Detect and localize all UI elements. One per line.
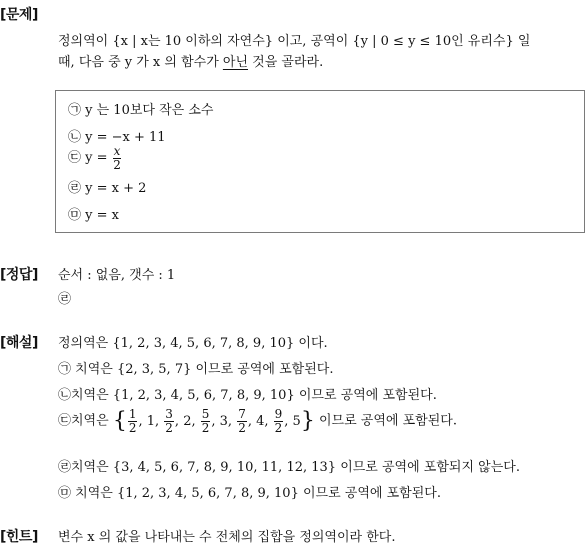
fraction-denominator: 2 (238, 420, 246, 435)
fraction-numerator: 7 (238, 407, 246, 421)
explanation-line-2: ㉠ 치역은 {2, 3, 5, 7} 이므로 공역에 포함된다. (58, 362, 334, 377)
explanation-line-3: ㉡치역은 {1, 2, 3, 4, 5, 6, 7, 8, 9, 10} 이므로 공역에 포함된다. (58, 388, 437, 403)
hint-line-1: 변수 x 의 값을 나타내는 수 전체의 집합을 정의역이라 한다. (58, 530, 396, 545)
problem-tag: [문제] (0, 7, 38, 23)
option-3-fraction (113, 145, 122, 171)
range-value: 2 (183, 413, 192, 429)
range-set-4: $\frac{1}{2}$ , 1, $\frac{3}{2}$ , 2, $\frac{5}{2}$ , 3, $\frac{7}{2}$ , 4, $\frac{9}{2}$ , 5 (128, 407, 301, 435)
options-box (55, 90, 585, 233)
fraction-numerator: 5 (201, 407, 210, 421)
explanation-line-4-suffix: 이므로 공역에 포함된다. (318, 413, 457, 429)
fraction-numerator: 3 (165, 407, 173, 421)
range-fraction (164, 408, 174, 434)
problem-underlined-word: 아닌 (222, 55, 249, 70)
option-3-label: ㉢ y = (68, 150, 108, 166)
range-value: 1 (146, 413, 156, 429)
range-fraction (128, 408, 138, 434)
fraction-numerator: 9 (274, 407, 283, 421)
problem-line-2-before: 때, 다음 중 y 가 x 의 함수가 (58, 55, 223, 70)
option-1: ㉠ y 는 10보다 작은 소수 (68, 103, 214, 118)
option-3-numerator: x (113, 144, 121, 158)
fraction-denominator: 2 (201, 420, 210, 435)
problem-line-1: 정의역이 {x | x는 10 이하의 자연수} 이고, 공역이 {y | 0 ≤ y ≤ 10인 유리수} 일 (58, 34, 531, 49)
option-2: ㉡ y = −x + 11 (68, 130, 166, 145)
fraction-denominator: 2 (274, 420, 283, 435)
fraction-numerator: 1 (128, 407, 137, 421)
hint-tag: [힌트] (0, 529, 38, 545)
range-value: 4 (256, 413, 265, 429)
answer-tag: [정답] (0, 267, 38, 283)
explanation-line-4 (58, 408, 457, 434)
option-5: ㉤ y = x (68, 208, 119, 223)
explanation-line-6: ㉤ 치역은 {1, 2, 3, 4, 5, 6, 7, 8, 9, 10} 이므로 공역에 포함된다. (58, 486, 441, 501)
option-4: ㉣ y = x + 2 (68, 181, 147, 196)
range-value: 3 (219, 413, 228, 429)
close-brace: } (300, 408, 315, 434)
option-3-denominator: 2 (113, 157, 121, 172)
explanation-tag: [해설] (0, 335, 38, 351)
explanation-line-5: ㉣치역은 {3, 4, 5, 6, 7, 8, 9, 10, 11, 12, 13} 이므로 공역에 포함되지 않는다. (58, 460, 520, 475)
explanation-line-1: 정의역은 {1, 2, 3, 4, 5, 6, 7, 8, 9, 10} 이다. (58, 336, 328, 351)
range-value: 5 (292, 413, 301, 429)
range-fraction (237, 408, 247, 434)
range-fraction (201, 408, 211, 434)
fraction-denominator: 2 (128, 420, 137, 435)
answer-line-2: ㉣ (58, 292, 72, 307)
answer-line-1: 순서 : 없음, 갯수 : 1 (58, 268, 176, 283)
problem-line-2-after: 것을 골라라. (248, 55, 324, 70)
option-3 (68, 145, 122, 171)
problem-line-2 (58, 51, 323, 70)
explanation-line-4-prefix: ㉢치역은 (58, 413, 109, 429)
range-fraction (274, 408, 284, 434)
fraction-denominator: 2 (165, 420, 173, 435)
open-brace: { (112, 408, 127, 434)
